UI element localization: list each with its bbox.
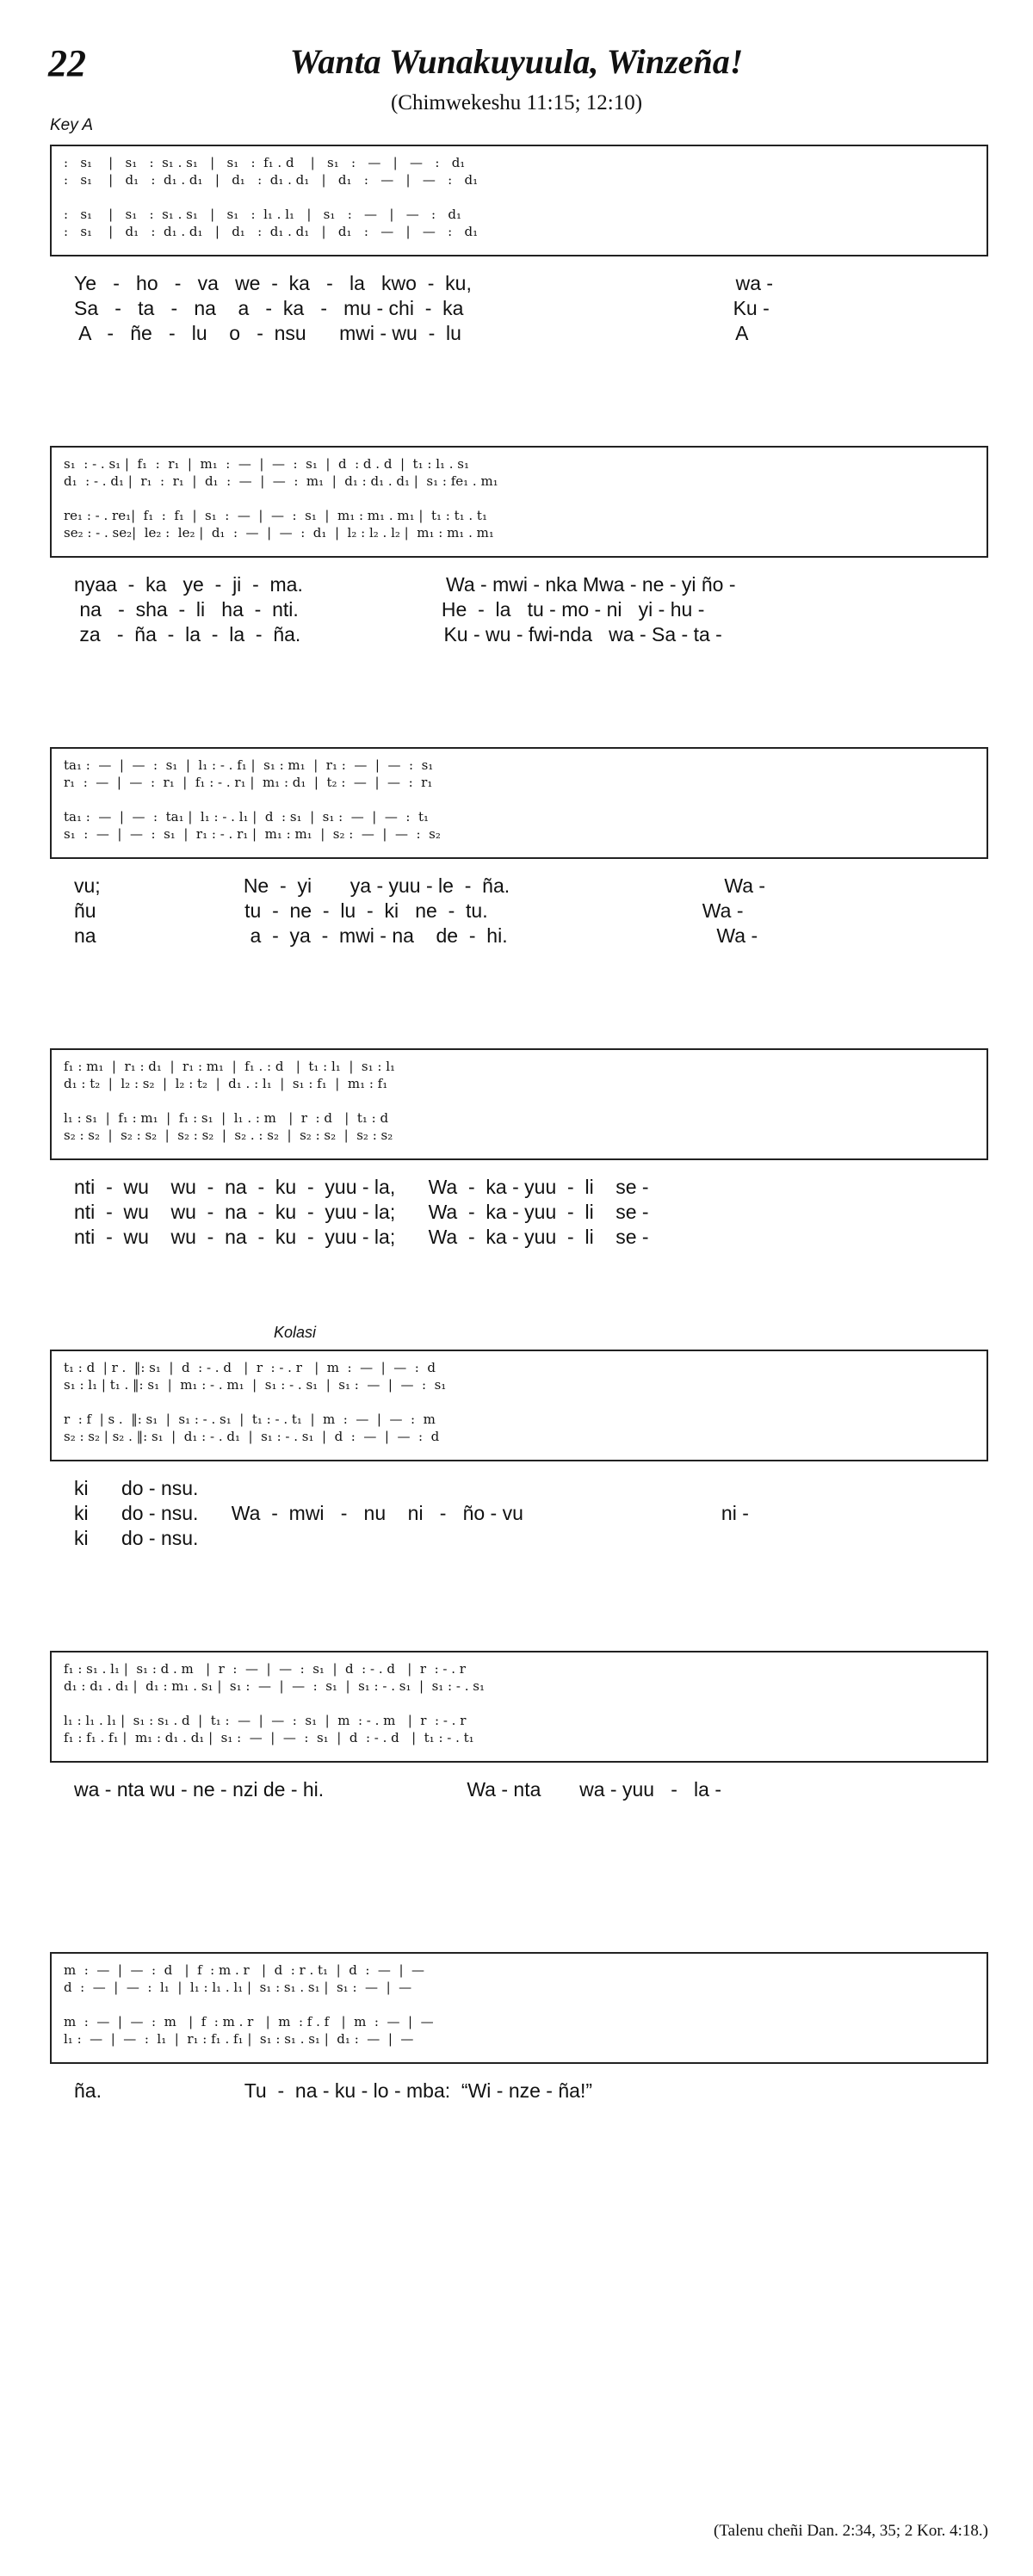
notation-row: l₁ : s₁ | f₁ : m₁ | f₁ : s₁ | l₁ . : m | r : d | t₁ : d — [64, 1110, 389, 1126]
chorus-label: Kolasi — [274, 1324, 317, 1341]
staff-box — [50, 747, 988, 859]
lyric-line: vu; Ne - yi ya - yuu - le - ña. Wa - — [74, 874, 766, 897]
notation-row: d₁ : - . d₁ | r₁ : r₁ | d₁ : — | — : m₁ | d₁ : d₁ . d₁ | s₁ : fe₁ . m₁ — [64, 473, 498, 489]
staff-box — [50, 145, 988, 256]
notation-row: f₁ : s₁ . l₁ | s₁ : d . m | r : — | — : s₁ | d : - . d | r : - . r — [64, 1661, 466, 1677]
key-signature: Key A — [50, 116, 93, 134]
lyric-line: ña. Tu - na - ku - lo - mba: “Wi - nze - ña!” — [74, 2079, 592, 2102]
lyric-line: ki do - nsu. Wa - mwi - nu ni - ño - vu ni - — [74, 1502, 749, 1524]
scripture-reference: (Chimwekeshu 11:15; 12:10) — [390, 91, 643, 114]
staff-box — [50, 1048, 988, 1160]
notation-row: s₁ : - . s₁ | f₁ : r₁ | m₁ : — | — : s₁ | d : d . d | t₁ : l₁ . s₁ — [64, 456, 470, 472]
hymn-number: 22 — [48, 42, 86, 84]
notation-row: t₁ : d | r . ‖: s₁ | d : - . d | r : - . r | m : — | — : d — [64, 1360, 436, 1375]
notation-row: ta₁ : — | — : ta₁ | l₁ : - . l₁ | d : s₁ | s₁ : — | — : t₁ — [64, 809, 430, 825]
notation-row: ta₁ : — | — : s₁ | l₁ : - . f₁ | s₁ : m₁ | r₁ : — | — : s₁ — [64, 757, 434, 773]
lyric-line: ki do - nsu. — [74, 1527, 199, 1549]
notation-row: f₁ : f₁ . f₁ | m₁ : d₁ . d₁ | s₁ : — | — : s₁ | d : - . d | t₁ : - . t₁ — [64, 1730, 474, 1745]
notation-row: : s₁ | d₁ : d₁ . d₁ | d₁ : d₁ . d₁ | d₁ : — | — : d₁ — [64, 172, 479, 188]
footer-references: (Talenu cheñi Dan. 2:34, 35; 2 Kor. 4:18.) — [714, 2522, 988, 2540]
notation-row: d : — | — : l₁ | l₁ : l₁ . l₁ | s₁ : s₁ . s₁ | s₁ : — | — — [64, 1980, 412, 1995]
lyric-line: nti - wu wu - na - ku - yuu - la; Wa - ka - yuu - li se - — [74, 1201, 649, 1223]
lyric-line: na a - ya - mwi - na de - hi. Wa - — [74, 924, 758, 947]
staff-box — [50, 1350, 988, 1461]
notation-row: s₂ : s₂ | s₂ : s₂ | s₂ : s₂ | s₂ . : s₂ | s₂ : s₂ | s₂ : s₂ — [64, 1127, 393, 1143]
staff-box — [50, 1651, 988, 1763]
lyric-line: nti - wu wu - na - ku - yuu - la; Wa - ka - yuu - li se - — [74, 1226, 649, 1248]
lyric-line: ki do - nsu. — [74, 1477, 199, 1499]
notation-row: s₁ : — | — : s₁ | r₁ : - . r₁ | m₁ : m₁ | s₂ : — | — : s₂ — [64, 826, 441, 842]
lyric-line: A - ñe - lu o - nsu mwi - wu - lu A — [74, 322, 749, 344]
notation-row: d₁ : d₁ . d₁ | d₁ : m₁ . s₁ | s₁ : — | — : s₁ | s₁ : - . s₁ | s₁ : - . s₁ — [64, 1678, 485, 1694]
lyric-line: ñu tu - ne - lu - ki ne - tu. Wa - — [74, 899, 744, 922]
notation-row: r₁ : — | — : r₁ | f₁ : - . r₁ | m₁ : d₁ | t₂ : — | — : r₁ — [64, 775, 433, 790]
notation-row: re₁ : - . re₁| f₁ : f₁ | s₁ : — | — : s₁ | m₁ : m₁ . m₁ | t₁ : t₁ . t₁ — [64, 508, 487, 523]
lyric-line: Ye - ho - va we - ka - la kwo - ku, wa - — [74, 272, 774, 294]
notation-row: : s₁ | s₁ : s₁ . s₁ | s₁ : l₁ . l₁ | s₁ : — | — : d₁ — [64, 207, 461, 222]
notation-row: se₂ : - . se₂| le₂ : le₂ | d₁ : — | — : d₁ | l₂ : l₂ . l₂ | m₁ : m₁ . m₁ — [64, 525, 494, 541]
lyric-line: nti - wu wu - na - ku - yuu - la, Wa - ka - yuu - li se - — [74, 1176, 649, 1198]
lyric-line: Sa - ta - na a - ka - mu - chi - ka Ku - — [74, 297, 770, 319]
notation-row: m : — | — : m | f : m . r | m : f . f | m : — | — — [64, 2014, 434, 2029]
lyric-line: za - ña - la - la - ña. Ku - wu - fwi-nda wa - Sa - ta - — [74, 623, 722, 646]
page-header — [0, 0, 1033, 138]
lyric-line: na - sha - li ha - nti. He - la tu - mo - ni yi - hu - — [74, 598, 705, 621]
notation-row: f₁ : m₁ | r₁ : d₁ | r₁ : m₁ | f₁ . : d | t₁ : l₁ | s₁ : l₁ — [64, 1059, 396, 1074]
notation-row: : s₁ | s₁ : s₁ . s₁ | s₁ : f₁ . d | s₁ : — | — : d₁ — [64, 155, 466, 170]
staff-box — [50, 446, 988, 558]
notation-row: s₁ : l₁ | t₁ . ‖: s₁ | m₁ : - . m₁ | s₁ : - . s₁ | s₁ : — | — : s₁ — [64, 1377, 447, 1393]
staff-box — [50, 1952, 988, 2064]
hymn-title: Wanta Wunakuyuula, Winzeña! — [289, 42, 744, 81]
lyric-line: nyaa - ka ye - ji - ma. Wa - mwi - nka Mwa - ne - yi ño - — [74, 573, 736, 596]
notation-row: l₁ : — | — : l₁ | r₁ : f₁ . f₁ | s₁ : s₁ . s₁ | d₁ : — | — — [64, 2031, 414, 2047]
notation-row: l₁ : l₁ . l₁ | s₁ : s₁ . d | t₁ : — | — : s₁ | m : - . m | r : - . r — [64, 1713, 467, 1728]
notation-row: r : f | s . ‖: s₁ | s₁ : - . s₁ | t₁ : - . t₁ | m : — | — : m — [64, 1412, 436, 1427]
notation-row: m : — | — : d | f : m . r | d : r . t₁ | d : — | — — [64, 1962, 425, 1978]
lyric-line: wa - nta wu - ne - nzi de - hi. Wa - nta wa - yuu - la - — [74, 1778, 721, 1801]
notation-row: s₂ : s₂ | s₂ . ‖: s₁ | d₁ : - . d₁ | s₁ : - . s₁ | d : — | — : d — [64, 1429, 440, 1444]
notation-row: : s₁ | d₁ : d₁ . d₁ | d₁ : d₁ . d₁ | d₁ : — | — : d₁ — [64, 224, 479, 239]
notation-row: d₁ : t₂ | l₂ : s₂ | l₂ : t₂ | d₁ . : l₁ | s₁ : f₁ | m₁ : f₁ — [64, 1076, 388, 1091]
